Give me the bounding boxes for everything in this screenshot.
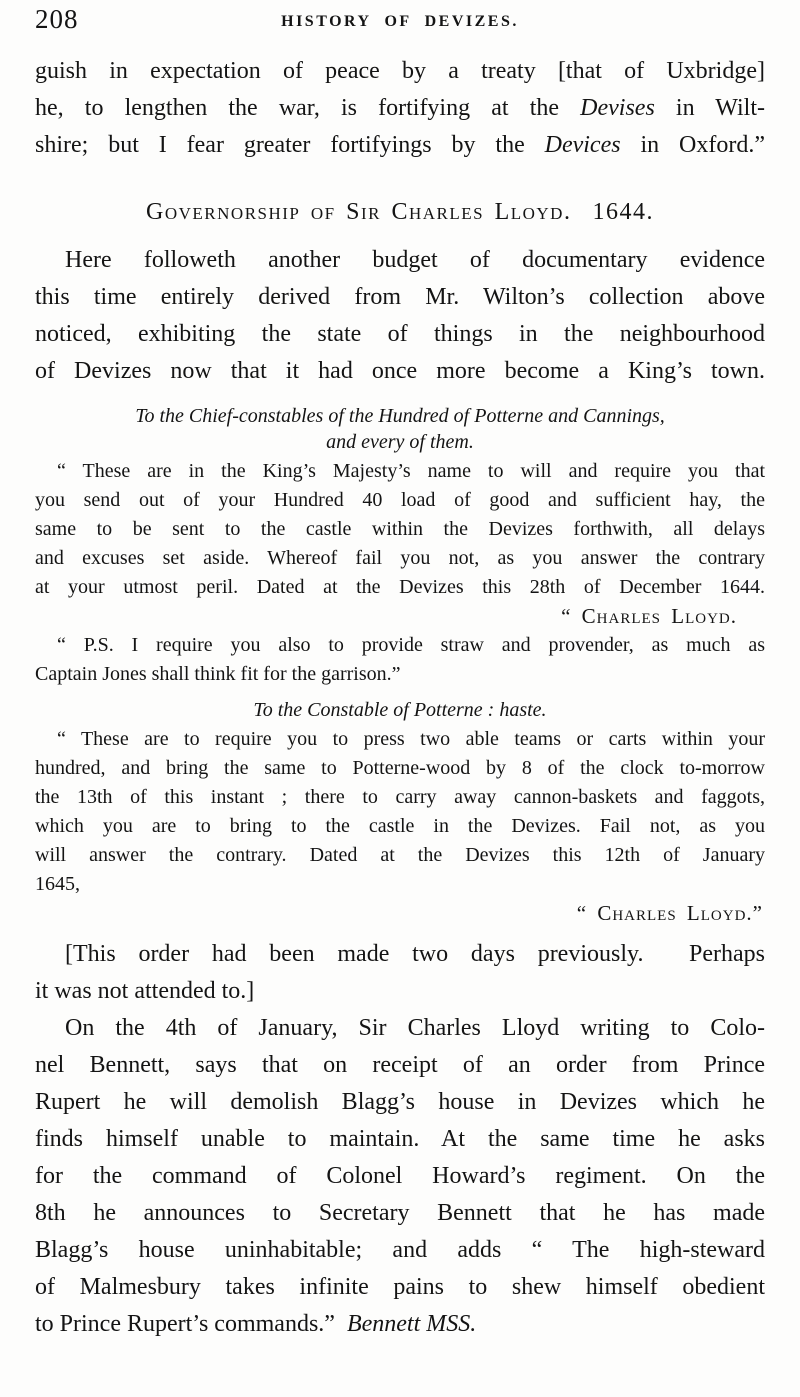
italic-text-segment: and every of them.	[326, 431, 474, 453]
text-segment: for the command of Colonel Howard’s regiment. On the	[35, 1163, 765, 1189]
text-segment: this time entirely derived from Mr. Wilton’s collection above	[35, 284, 765, 310]
letter1-signature: “ Charles Lloyd.	[561, 604, 737, 628]
paragraph-january	[35, 1010, 765, 1343]
text-segment: guish in expectation of peace by a treaty [that of Uxbridge]	[35, 58, 765, 84]
text-segment: [This order had been made two days previously. Perhaps	[65, 941, 765, 967]
text-segment: of Devizes now that it had once more become a King’s town.	[35, 358, 765, 384]
text-segment: “ These are to require you to press two able teams or carts within your	[57, 728, 765, 750]
text-line	[35, 1306, 765, 1343]
italic-text-segment: To the Chief-constables of the Hundred of Potterne and Cannings,	[135, 405, 665, 427]
italic-text-segment: Devises	[580, 95, 655, 121]
italic-text-segment: Bennett MSS.	[346, 1311, 477, 1337]
page-number: 208	[35, 4, 79, 34]
text-segment: in Wilt-	[654, 95, 765, 121]
text-segment: shire; but I fear greater fortifyings by the	[35, 132, 545, 158]
text-line	[35, 90, 765, 127]
text-line	[35, 1084, 765, 1121]
text-line	[35, 1158, 765, 1195]
text-segment: at your utmost peril. Dated at the Devizes this 28th of December 1644.	[35, 576, 765, 598]
text-segment: 8th he announces to Secretary Bennett that he has made	[35, 1200, 765, 1226]
text-segment: “ P.S. I require you also to provide straw and provender, as much as	[57, 634, 765, 656]
text-segment: “ These are in the King’s Majesty’s name to will and require you that	[57, 460, 765, 482]
text-segment: Blagg’s house uninhabitable; and adds “ The high-steward	[35, 1237, 765, 1263]
text-line	[35, 457, 765, 486]
text-line	[35, 515, 765, 544]
letter2-heading	[35, 697, 765, 723]
text-segment: which you are to bring to the castle in the Devizes. Fail not, as you	[35, 815, 765, 837]
text-line	[35, 1047, 765, 1084]
text-segment: the 13th of this instant ; there to carry away cannon-baskets and faggots,	[35, 786, 765, 808]
intro-paragraph	[35, 53, 765, 164]
text-segment: Rupert he will demolish Blagg’s house in Devizes which he	[35, 1089, 765, 1115]
text-line	[35, 279, 765, 316]
letter2-body	[35, 725, 765, 899]
text-line	[35, 870, 765, 899]
text-line	[35, 973, 765, 1010]
text-line	[35, 544, 765, 573]
text-segment: On the 4th of January, Sir Charles Lloyd writing to Colo-	[65, 1015, 765, 1041]
text-line	[35, 1195, 765, 1232]
text-segment: noticed, exhibiting the state of things in the neighbourhood	[35, 321, 765, 347]
running-head: HISTORY OF DEVIZES.	[281, 13, 519, 30]
text-segment: Captain Jones shall think fit for the garrison.”	[35, 663, 401, 685]
text-line	[35, 127, 765, 164]
text-line	[35, 486, 765, 515]
text-segment: Here followeth another budget of documentary evidence	[65, 247, 765, 273]
text-segment: 1645,	[35, 873, 80, 895]
text-line	[35, 353, 765, 390]
letter2-signature: “ Charles Lloyd.”	[576, 901, 763, 925]
text-line	[35, 841, 765, 870]
text-line	[35, 1269, 765, 1306]
text-segment: same to be sent to the castle within the Devizes forthwith, all delays	[35, 518, 765, 540]
text-line	[35, 812, 765, 841]
text-segment: nel Bennett, says that on receipt of an order from Prince	[35, 1052, 765, 1078]
paragraph-order-note	[35, 936, 765, 1010]
text-segment: will answer the contrary. Dated at the Devizes this 12th of January	[35, 844, 765, 866]
text-segment: and excuses set aside. Whereof fail you not, as you answer the contrary	[35, 547, 765, 569]
text-line	[35, 631, 765, 660]
text-segment: of Malmesbury takes infinite pains to shew himself obedient	[35, 1274, 765, 1300]
page-header	[35, 4, 765, 38]
text-line	[35, 403, 765, 429]
text-segment: he, to lengthen the war, is fortifying at the	[35, 95, 581, 121]
text-line	[35, 1010, 765, 1047]
text-line	[35, 316, 765, 353]
text-segment: in Oxford.”	[620, 132, 765, 158]
text-segment: hundred, and bring the same to Potterne-wood by 8 of the clock to-morrow	[35, 757, 765, 779]
text-segment: to Prince Rupert’s commands.”	[35, 1311, 347, 1337]
text-line	[35, 429, 765, 455]
paragraph-budget	[35, 242, 765, 390]
text-line	[35, 1121, 765, 1158]
letter1-postscript	[35, 631, 765, 689]
letter1-body	[35, 457, 765, 602]
text-segment: you send out of your Hundred 40 load of good and sufficient hay, the	[35, 489, 765, 511]
text-line	[35, 1232, 765, 1269]
italic-text-segment: To the Constable of Potterne : haste.	[253, 699, 547, 721]
text-line	[35, 754, 765, 783]
section-heading: Governorship of Sir Charles Lloyd. 1644.	[146, 199, 654, 225]
text-line	[35, 242, 765, 279]
text-line	[35, 660, 765, 689]
text-line	[35, 783, 765, 812]
text-line	[35, 697, 765, 723]
text-line	[35, 573, 765, 602]
letter1-heading	[35, 403, 765, 455]
text-line	[35, 936, 765, 973]
text-line	[35, 53, 765, 90]
text-segment: it was not attended to.]	[35, 978, 255, 1004]
text-line	[35, 725, 765, 754]
italic-text-segment: Devices	[544, 132, 621, 158]
text-segment: finds himself unable to maintain. At the same time he asks	[35, 1126, 765, 1152]
